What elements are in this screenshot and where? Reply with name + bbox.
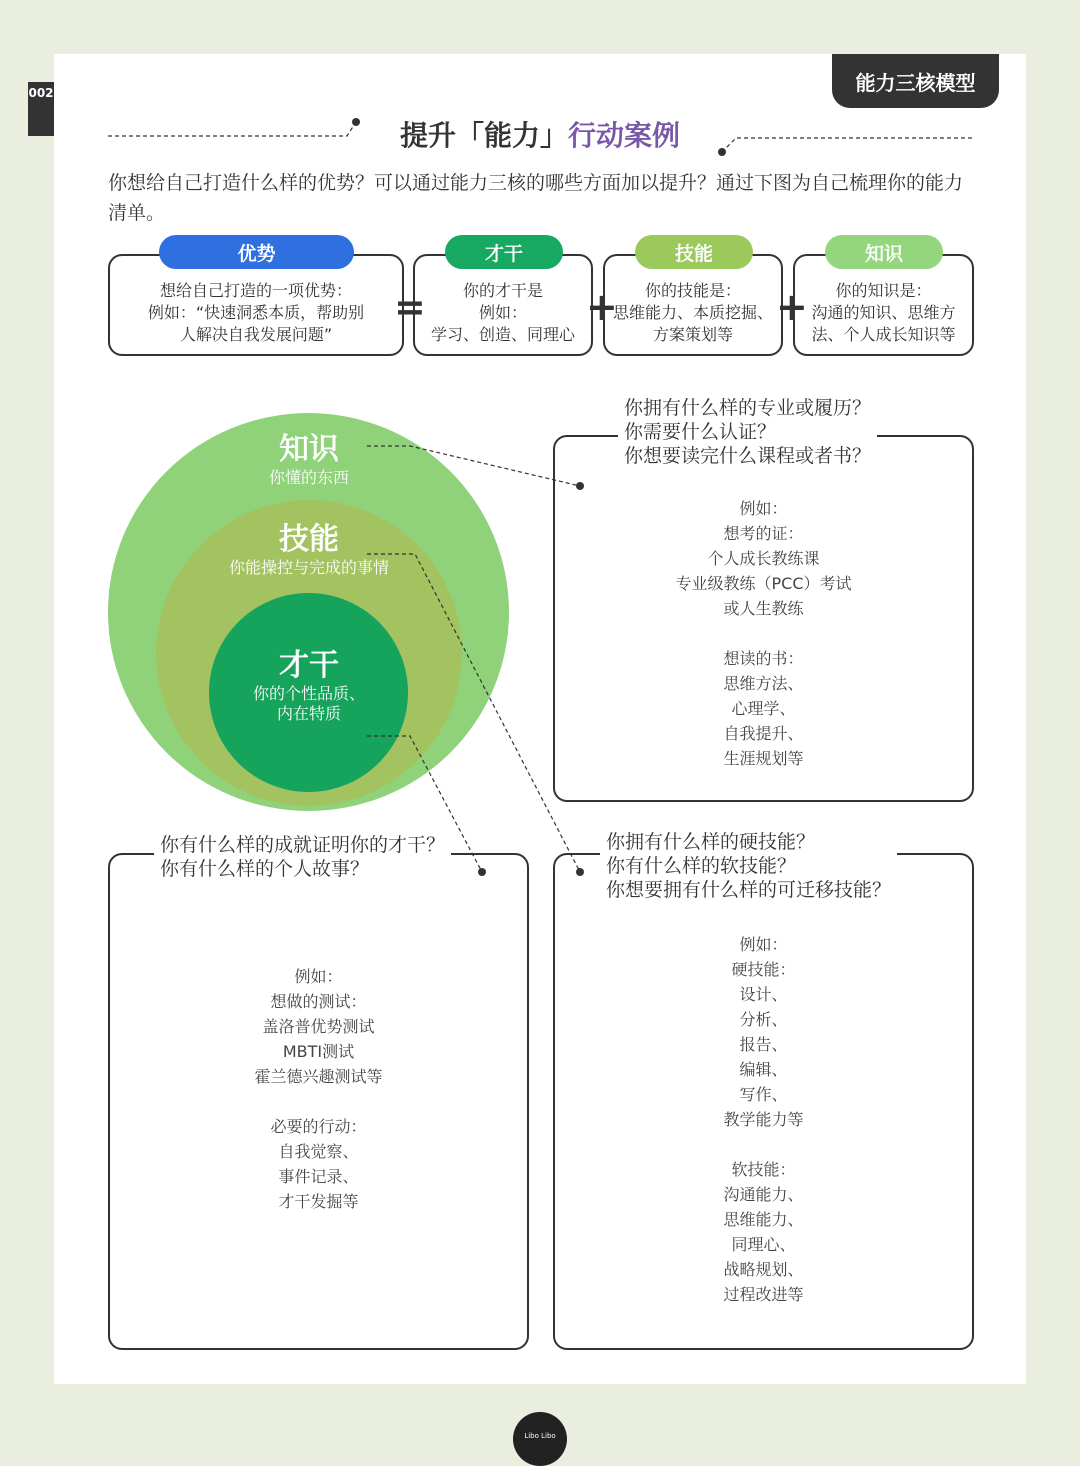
title-part1: 提升「能力」 — [399, 119, 568, 152]
knowledge-pill: 知识 — [825, 235, 943, 269]
talent-line1: 你的才干是 — [462, 281, 543, 300]
knowledge-title: 知识 — [279, 432, 339, 467]
knowledge-line1: 你的知识是： — [835, 281, 932, 300]
skills-line2: 思维能力、本质挖掘、 — [612, 303, 773, 322]
knowledge-line3: 法、个人成长知识等 — [811, 325, 956, 344]
strength-line1: 想给自己打造的一项优势： — [159, 281, 352, 300]
talent-desc1: 你的个性品质、 — [252, 684, 365, 703]
plus-sign-1: + — [586, 285, 618, 329]
knowledge-q1: 你拥有什么样的专业或履历？ — [624, 397, 872, 419]
talent-box-text: 例如： 想做的测试： 盖洛普优势测试 MBTI测试 霍兰德兴趣测试等 必要的行动： 自我觉察、 事件记录、 才干发掘等 — [254, 967, 383, 1211]
talent-line3: 学习、创造、同理心 — [430, 325, 575, 344]
talent-formula-box — [413, 254, 593, 356]
plus-sign-2: + — [776, 285, 808, 329]
knowledge-box-text: 例如： 想考的证： 个人成长教练课 专业级教练（PCC）考试 或人生教练 想读的书： 思维方法、 心理学、 自我提升、 生涯规划等 — [675, 499, 852, 768]
skills-line3: 方案策划等 — [652, 325, 733, 344]
brand-logo — [513, 1412, 567, 1466]
knowledge-line2: 沟通的知识、思维方 — [811, 303, 956, 322]
knowledge-q2: 你需要什么认证？ — [624, 421, 777, 443]
strength-line3: 人解决自我发展问题” — [179, 325, 333, 344]
section-tag: 能力三核模型 — [832, 54, 999, 108]
skills-box-text: 例如： 硬技能： 设计、 分析、 报告、 编辑、 写作、 教学能力等 软技能： 沟通能力、 思维能力、 同理心、 战略规划、 过程改进等 — [723, 935, 804, 1304]
talent-title: 才干 — [279, 648, 339, 683]
skills-desc: 你能操控与完成的事情 — [228, 558, 389, 577]
talent-line2: 例如： — [478, 303, 527, 322]
skills-line1: 你的技能是： — [644, 281, 741, 300]
knowledge-formula-box — [793, 254, 974, 356]
knowledge-desc: 你懂的东西 — [268, 468, 349, 487]
title-part2: 行动案例 — [568, 119, 681, 152]
talent-questions — [154, 833, 451, 881]
skills-q1: 你拥有什么样的硬技能？ — [606, 831, 816, 853]
strength-line2: 例如：“快速洞悉本质，帮助别 — [147, 303, 365, 322]
skills-q2: 你有什么样的软技能？ — [606, 855, 797, 877]
logo-text: Libo Libo — [524, 1432, 556, 1440]
skills-questions — [600, 830, 897, 902]
talent-pill: 才干 — [445, 235, 563, 269]
strength-box — [108, 254, 404, 356]
talent-q2: 你有什么样的个人故事？ — [160, 858, 370, 880]
skills-formula-box — [603, 254, 783, 356]
skills-circle-label — [189, 522, 429, 578]
talent-circle-label — [209, 648, 409, 724]
skills-q3: 你想要拥有什么样的可迁移技能？ — [606, 879, 892, 901]
knowledge-questions — [618, 396, 877, 468]
talent-desc2: 内在特质 — [276, 704, 341, 723]
knowledge-circle-label — [209, 432, 409, 488]
page-number: 002 — [28, 82, 54, 136]
page-title — [380, 114, 700, 154]
equals-sign: = — [394, 285, 426, 329]
talent-q1: 你有什么样的成就证明你的才干？ — [160, 834, 446, 856]
strength-pill: 优势 — [159, 235, 354, 269]
intro-text: 你想给自己打造什么样的优势？可以通过能力三核的哪些方面加以提升？通过下图为自己梳理你的能力清单。 — [108, 172, 964, 224]
skills-title: 技能 — [279, 522, 339, 557]
knowledge-q3: 你想要读完什么课程或者书？ — [624, 445, 872, 467]
skills-pill: 技能 — [635, 235, 753, 269]
